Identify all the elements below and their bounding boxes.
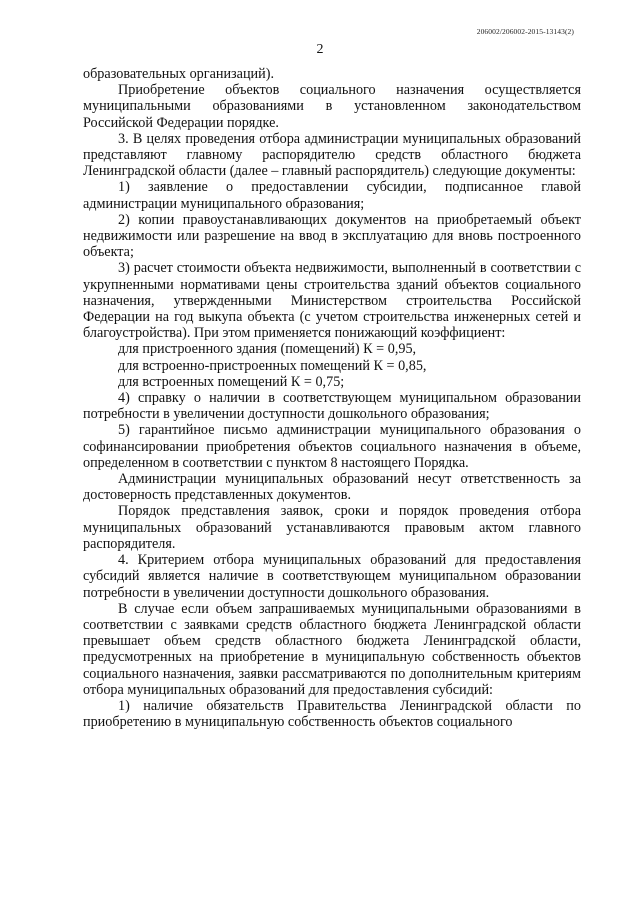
coefficient-line: для встроенно-пристроенных помещений К = 0,85, xyxy=(118,357,427,374)
list-item: 1) наличие обязательств Правительства Ленинградской области по приобретению в муниципальную собственность объектов социального xyxy=(83,697,581,731)
paragraph-item-4: 4. Критерием отбора муниципальных образований для предоставления субсидий является наличие в соответствующем муниципальном образовании потребности в увеличении доступности дошкольного образования. xyxy=(83,552,581,601)
paragraph: В случае если объем запрашиваемых муниципальными образованиями в соответствии с заявками средств областного бюджета Ленинградской области превышает объем средств областного бюджета Ленинградской области, предусмотренных на приобретение в муниципальную собственность объектов социального назначения, заявки рассматриваются по дополнительным критериям отбора муниципальных образований для предоставления субсидий: xyxy=(83,600,581,698)
paragraph: Приобретение объектов социального назначения осуществляется муниципальными образованиями в установленном законодательством Российской Федерации порядке. xyxy=(83,82,581,131)
list-item: 3) расчет стоимости объекта недвижимости, выполненный в соответствии с укрупненными нормативами цены строительства зданий объектов социального назначения, утвержденными Министерством строительства Российской Федерации на год выкупа объекта (с учетом строительства инженерных сетей и благоустройства). При этом применяется понижающий коэффициент: xyxy=(83,260,581,342)
paragraph-continuation: образовательных организаций). xyxy=(83,66,275,82)
document-id: 206002/206002-2015-13143(2) xyxy=(476,27,574,36)
coefficient-line: для пристроенного здания (помещений) К = 0,95, xyxy=(118,341,417,358)
document-body xyxy=(83,66,581,730)
list-item: 2) копии правоустанавливающих документов на приобретаемый объект недвижимости или разрешение на ввод в эксплуатацию для вновь построенного объекта; xyxy=(83,211,581,261)
paragraph: Администрации муниципальных образований несут ответственность за достоверность представленных документов. xyxy=(83,471,581,504)
coefficient-line: для встроенных помещений К = 0,75; xyxy=(118,373,345,390)
list-item: 4) справку о наличии в соответствующем муниципальном образовании потребности в увеличении доступности дошкольного образования; xyxy=(83,390,581,423)
list-item: 1) заявление о предоставлении субсидии, подписанное главой администрации муниципального образования; xyxy=(83,179,581,212)
paragraph-item-3: 3. В целях проведения отбора администрации муниципальных образований представляют главному распорядителю средств областного бюджета Ленинградской области (далее – главный распорядитель) следующие документы: xyxy=(83,130,581,180)
paragraph: Порядок представления заявок, сроки и порядок проведения отбора муниципальных образований устанавливаются правовым актом главного распорядителя. xyxy=(83,503,581,552)
list-item: 5) гарантийное письмо администрации муниципального образования о софинансировании приобретения объектов социального назначения в объеме, определенном в соответствии с пунктом 8 настоящего Порядка. xyxy=(83,422,581,471)
page-number: 2 xyxy=(316,42,324,57)
